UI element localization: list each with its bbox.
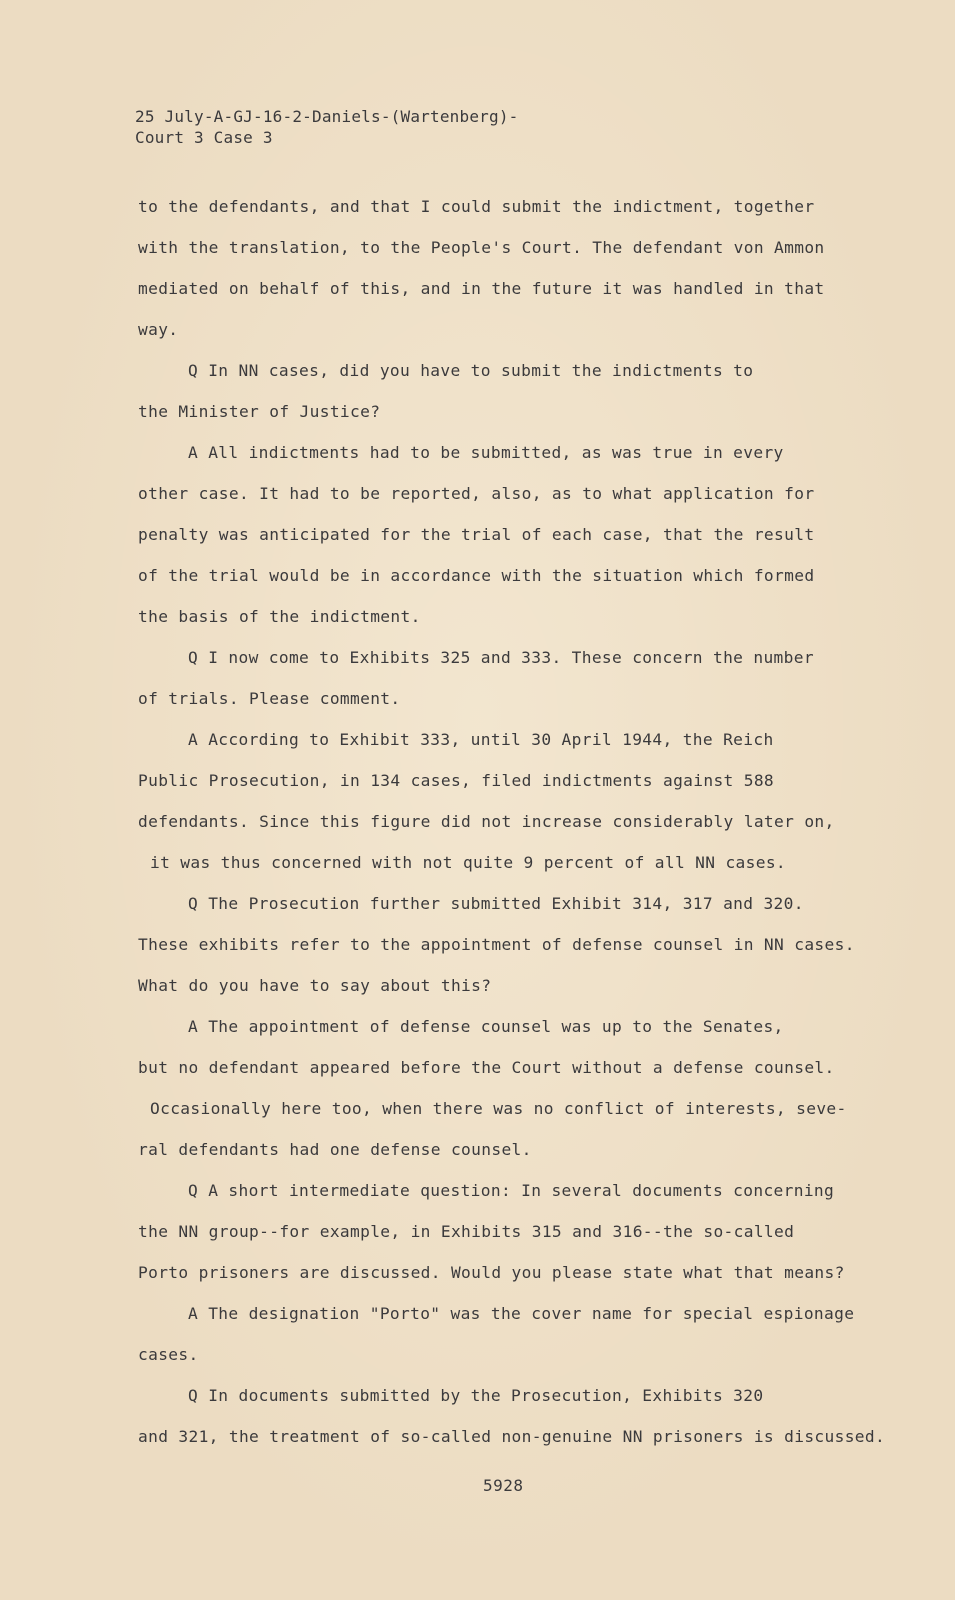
transcript-line: but no defendant appeared before the Court without a defense counsel. [138,1058,835,1077]
transcript-line: ral defendants had one defense counsel. [138,1140,532,1159]
transcript-line: of the trial would be in accordance with the situation which formed [138,566,815,585]
page-header [135,106,518,148]
transcript-line: These exhibits refer to the appointment of defense counsel in NN cases. [138,935,855,954]
transcript-line: defendants. Since this figure did not increase considerably later on, [138,812,835,831]
transcript-line: it was thus concerned with not quite 9 percent of all NN cases. [150,853,787,872]
transcript-line: to the defendants, and that I could submit the indictment, together [138,197,815,216]
transcript-line: Occasionally here too, when there was no conflict of interests, seve- [150,1099,847,1118]
transcript-line: with the translation, to the People's Court. The defendant von Ammon [138,238,825,257]
transcript-line: Q In documents submitted by the Prosecution, Exhibits 320 [188,1386,764,1405]
transcript-line: Q In NN cases, did you have to submit the indictments to [188,361,754,380]
transcript-line: Q I now come to Exhibits 325 and 333. These concern the number [188,648,814,667]
transcript-line: way. [138,320,179,339]
transcript-line: penalty was anticipated for the trial of each case, that the result [138,525,815,544]
transcript-line: Q The Prosecution further submitted Exhibit 314, 317 and 320. [188,894,804,913]
transcript-line: the NN group--for example, in Exhibits 315 and 316--the so-called [138,1222,795,1241]
transcript-line: and 321, the treatment of so-called non-genuine NN prisoners is discussed. [138,1427,886,1446]
transcript-line: Public Prosecution, in 134 cases, filed indictments against 588 [138,771,775,790]
transcript-line: What do you have to say about this? [138,976,492,995]
transcript-line: cases. [138,1345,199,1364]
transcript-line: A The appointment of defense counsel was up to the Senates, [188,1017,784,1036]
transcript-line: A All indictments had to be submitted, as was true in every [188,443,784,462]
transcript-line: of trials. Please comment. [138,689,401,708]
transcript-line: mediated on behalf of this, and in the future it was handled in that [138,279,825,298]
header-line-1: 25 July-A-GJ-16-2-Daniels-(Wartenberg)- [135,107,519,126]
transcript-line: Porto prisoners are discussed. Would you please state what that means? [138,1263,845,1282]
transcript-line: A According to Exhibit 333, until 30 April 1944, the Reich [188,730,774,749]
transcript-body [138,186,898,1457]
transcript-line: A The designation "Porto" was the cover name for special espionage [188,1304,855,1323]
transcript-line: Q A short intermediate question: In several documents concerning [188,1181,835,1200]
page-number: 5928 [483,1476,524,1495]
transcript-line: other case. It had to be reported, also, as to what application for [138,484,815,503]
transcript-line: the basis of the indictment. [138,607,421,626]
header-line-2: Court 3 Case 3 [135,128,273,147]
transcript-line: the Minister of Justice? [138,402,381,421]
